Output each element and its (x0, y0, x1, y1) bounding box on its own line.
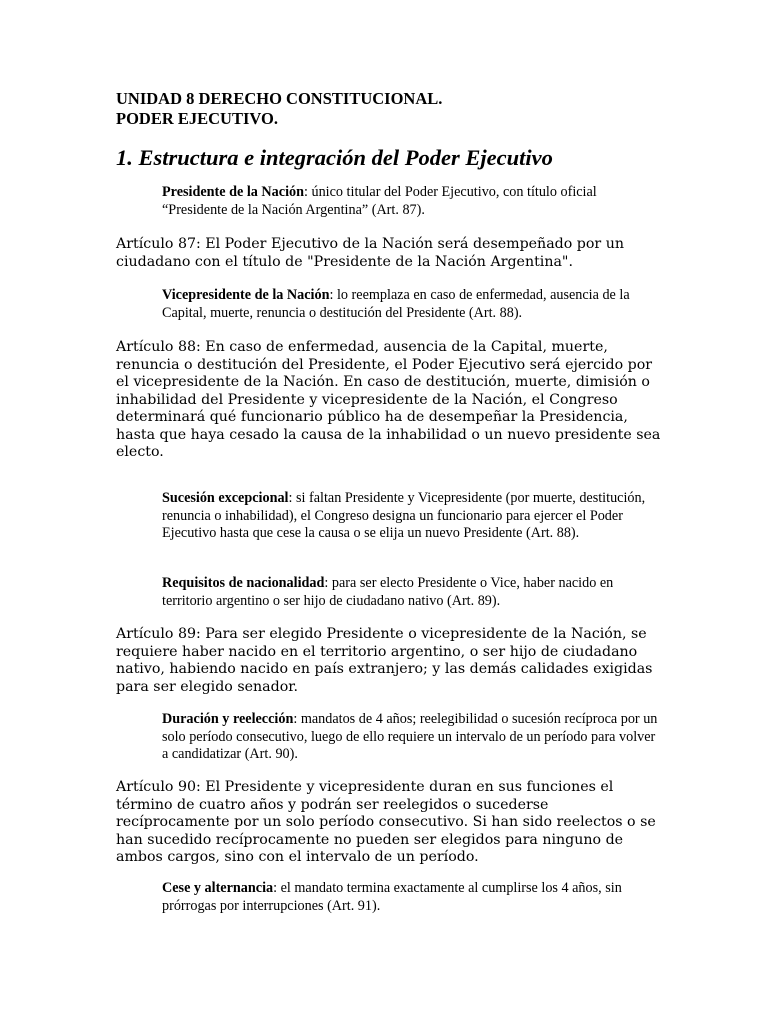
note-cese (162, 880, 662, 915)
note-vicepresidente (162, 287, 662, 322)
article-87: Artículo 87: El Poder Ejecutivo de la Nación será desempeñado por un ciudadano con el título de "Presidente de la Nación Argentina". (116, 236, 624, 270)
note-duracion (162, 711, 662, 764)
note-presidente (162, 184, 662, 219)
note-text: : lo reemplaza en caso de enfermedad, ausencia de la Capital, muerte, renuncia o destitución del Presidente (Art. 88). (162, 287, 630, 321)
note-lead: Duración y reelección (162, 711, 294, 727)
note-lead: Vicepresidente de la Nación (162, 287, 330, 303)
section-title: 1. Estructura e integración del Poder Ejecutivo (116, 145, 553, 170)
note-text: : para ser electo Presidente o Vice, haber nacido en territorio argentino o ser hijo de ciudadano nativo (Art. 89). (162, 575, 614, 609)
note-lead: Cese y alternancia (162, 880, 274, 896)
note-lead: Sucesión excepcional (162, 490, 289, 506)
note-text: : mandatos de 4 años; reelegibilidad o sucesión recíproca por un solo período consecutivo, luego de ello requiere un intervalo de un período para volver a candidatizar (Art. 90). (162, 711, 658, 762)
note-lead: Presidente de la Nación (162, 184, 304, 200)
article-89: Artículo 89: Para ser elegido Presidente o vicepresidente de la Nación, se requiere haber nacido en el territorio argentino, o ser hijo de ciudadano nativo, habiendo nacido en país extranjero; y las demás calidades exigidas para ser elegido senador. (116, 626, 653, 695)
note-sucesion (162, 490, 662, 543)
article-90: Artículo 90: El Presidente y vicepresidente duran en sus funciones el término de cuatro años y podrán ser reelegidos o sucederse recíprocamente por un solo período consecutivo. Si han sido reelectos o se han sucedido recíprocamente no pueden ser elegidos para ninguno de ambos cargos, sino con el intervalo de un período. (116, 779, 656, 865)
note-lead: Requisitos de nacionalidad (162, 575, 325, 591)
note-text: : el mandato termina exactamente al cumplirse los 4 años, sin prórrogas por interrupciones (Art. 91). (162, 880, 622, 914)
article-88: Artículo 88: En caso de enfermedad, ausencia de la Capital, muerte, renuncia o destitución del Presidente, el Poder Ejecutivo será ejercido por el vicepresidente de la Nación. En caso de destitución, muerte, dimisión o inhabilidad del Presidente y vicepresidente de la Nación, el Congreso determinará qué funcionario público ha de desempeñar la Presidencia, hasta que haya cesado la causa de la inhabilidad o un nuevo presidente sea electo. (116, 339, 661, 460)
note-text: : único titular del Poder Ejecutivo, con título oficial “Presidente de la Nación Argentina” (Art. 87). (162, 184, 597, 218)
unit-subtitle: PODER EJECUTIVO. (116, 109, 278, 128)
note-requisitos (162, 575, 662, 610)
note-text: : si faltan Presidente y Vicepresidente (por muerte, destitución, renuncia o inhabilidad), el Congreso designa un funcionario para ejercer el Poder Ejecutivo hasta que cese la causa o se elija un nuevo Presidente (Art. 88). (162, 490, 646, 541)
unit-title: UNIDAD 8 DERECHO CONSTITUCIONAL. (116, 89, 443, 108)
